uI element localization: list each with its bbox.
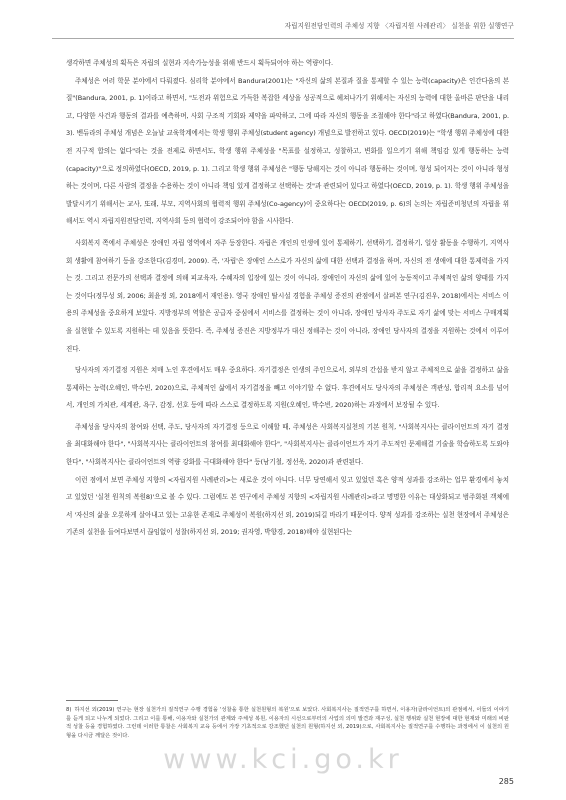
- footnote: [66, 706, 509, 740]
- watermark: www.kci.go.kr: [163, 744, 403, 775]
- body-text: [66, 55, 509, 542]
- page-number: 285: [498, 777, 514, 786]
- paragraph-2: 주체성은 여러 학문 분야에서 다뤄졌다. 심리학 분야에서 Bandura(2001)는 "자신의 삶의 본질과 질을 통제할 수 있는 능력(capacity)은 인간다움의 본질"(Bandura, 2001, p. 1)이라고 하면서, "도전과 위험으로 가득한 복잡한 세상을 성공적으로 헤쳐나가기 위해서는 자신의 능력에 대한 올바른 판단을 내리고, 다양한 사건과 행동의 결과를 예측하며, 사회 구조적 기회와 제약을 파악하고, 그에 따라 자신의 행동을 조절해야 한다"라고 하였다(Bandura, 2001, p. 3). 벤듀라의 주체성 개념은 오늘날 교육학계에서는 학생 행위 주체성(student agency) 개념으로 발전하고 있다. OECD(2019)는 "학생 행위 주체성에 대한 전 지구적 합의는 없다"라는 것을 전제로 하면서도, 학생 행위 주체성을 "목표를 설정하고, 성찰하고, 변화를 일으키기 위해 책임감 있게 행동하는 능력(capacity)"으로 정의하였다(OECD, 2019, p. 1). 그리고 학생 행위 주체성은 "행동 당해지는 것이 아니라 행동하는 것이며, 형성 되어지는 것이 아니라 형성하는 것이며, 다른 사람의 결정을 수용하는 것이 아니라 책임 있게 결정하고 선택하는 것"과 관련되어 있다고 하였다(OECD, 2019, p. 1). 학생 행위 주체성을 발달시키기 위해서는 교사, 또래, 부모, 지역사회의 협력적 행위 주체성(Co-agency)이 중요하다는 OECD(2019, p. 6)의 논의는 자립준비청년의 자립을 위해서도 역시 자립지원전담인력, 지역사회 등의 협력이 강조되어야 함을 시사한다.: [66, 76, 509, 226]
- header-divider: [52, 38, 514, 39]
- paragraph-6: 이런 점에서 보면 주체성 지향의 <자립지원 사례관리>는 새로운 것이 아니다. 너무 당연해서 잊고 있었던 혹은 양적 성과를 강조하는 업무 환경에서 놓치고 있었던 '실천 원칙의 복원8)'으로 볼 수 있다. 그럼에도 본 연구에서 주체성 지향의 <자립지원 사례관리>라고 명명한 이유는 대상화되고 범주화된 객체에서 '자신의 삶을 오롯하게 살아내고 있는 고유한 존재로 주체성이 복원(하지선 외, 2019)되길 바라기 때문이다. 양적 성과를 강조하는 실천 현장에서 주체성은 기존의 실천을 들여다보면서 끊임없이 성찰(하지선 외, 2019; 권자영, 박향경, 2018)해야 실현된다는: [66, 475, 509, 537]
- footnote-number: 8): [66, 707, 72, 713]
- paragraph-1: 생각하면 주체성의 획득은 자립의 실현과 지속가능성을 위해 반드시 획득되어야 하는 역량이다.: [66, 59, 334, 67]
- paragraph-5: 주체성을 당사자의 참여와 선택, 주도, 당사자의 자기결정 등으로 이해할 때, 주체성은 사회복지실천의 기본 원칙, "사회복지사는 클라이언트의 자기 결정을 최대화해야 한다", "사회복지사는 클라이언트의 참여를 최대화해야 한다", "사회복지사는 클라이언트가 자기 주도적인 문제해결 기술을 학습하도록 도와야 한다", "사회복지사는 클라이언트의 역량 강화를 극대화해야 한다" 등(남기철, 정선욱, 2020)과 관련된다.: [66, 422, 509, 467]
- running-header: 자립지원전담인력의 주체성 지향 〈자립지원 사례관리〉 실천을 위한 실행연구: [284, 22, 514, 30]
- footnote-divider: [66, 700, 118, 701]
- footnote-text: 하지선 외(2019) 연구는 현장 실천가의 질적연구 수행 경험을 '성찰을 통한 실천원형의 복원'으로 보았다. 사회복지사는 질적연구를 하면서, 이용자(클라이언트)의 관점에서, 이들의 이야기를 듣게 되고 나누게 되었다. 그리고 이를 통해, 이용자와 실천가의 관계와 주체성 복원, 이용자의 시선으로부터의 사업의 의미 발견과 재구성, 실천 행위와 실천 현장에 대한 현재와 미래의 비판적 성찰 등을 경험하였다. 그런데 이러한 통찰은 사회복지 교육 등에서 가장 기초적으로 강조했던 실천의 원형(하지선 외, 2019)으로, 사회복지사는 질적연구를 수행하는 과정에서 이 실천의 원형을 다시금 깨달은 것이다.: [66, 707, 509, 739]
- paragraph-4: 당사자의 자기결정 지원은 치매 노인 후견에서도 매우 중요하다. 자기결정은 인생의 주인으로서, 외부의 간섭을 받지 않고 주체적으로 삶을 결정하고 삶을 통제하는 능력(오혜인, 박수빈, 2020)으로, 주체적인 삶에서 자기결정을 빼고 이야기할 수 없다. 후견에서도 당사자의 주체성은 객관성, 합리적 요소를 넘어서, 개인의 가치관, 세계관, 욕구, 감정, 선호 등에 따라 스스로 결정하도록 지원(오혜인, 박수빈, 2020)하는 과정에서 보장될 수 있다.: [66, 366, 509, 410]
- paragraph-3: 사회복지 쪽에서 주체성은 장애인 자립 영역에서 자주 등장한다. 자립은 개인의 인생에 있어 통제하기, 선택하기, 결정하기, 일상 활동을 수행하기, 지역사회 생활에 참여하기 등을 강조한다(김경미, 2009). 즉, '자립'은 장애인 스스로가 자신의 삶에 대한 선택과 결정을 하며, 자신의 전 생애에 대한 통제력을 가지는 것. 그리고 전문가의 선택과 결정에 의해 피교육자, 수혜자의 입장에 있는 것이 아니라, 장애인이 자신의 삶에 있어 능동적이고 주체적인 삶의 양태를 가지는 것이다(정무성 외, 2006; 최윤정 외, 2018에서 재인용). 영국 장애인 탈시설 경험을 주체성 증진의 관점에서 살펴본 연구(김진우, 2018)에서는 서비스 이용의 주체성을 중요하게 보았다. 지방정부의 역할은 공급자 중심에서 서비스를 결정하는 것이 아니라, 장애인 당사자 주도로 자기 삶에 맞는 서비스 구매계획을 실현할 수 있도록 지원하는 데 있음을 뜻한다. 즉, 주체성 증진은 지방정부가 대신 정해주는 것이 아니라, 장애인 당사자의 결정을 지원하는 것에서 이루어진다.: [66, 238, 509, 353]
